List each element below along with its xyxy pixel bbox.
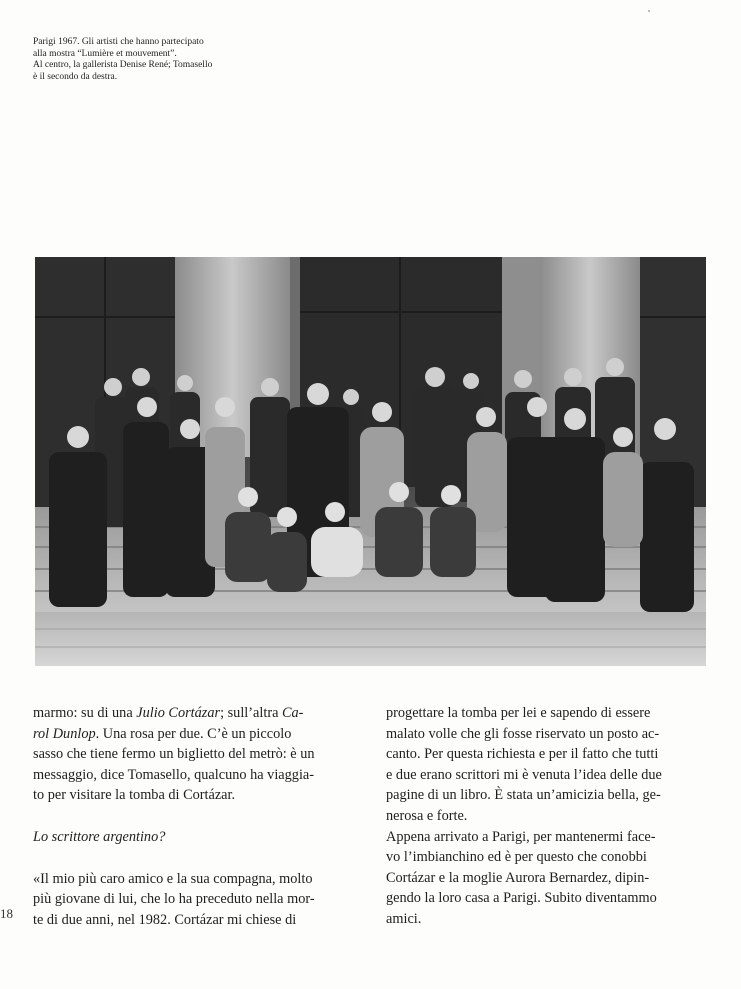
group-photograph-image [35,257,706,666]
text-line: «Il mio più caro amico e la sua compagna, molto [33,870,313,887]
italic-name: Ca- [282,705,304,721]
italic-name: Julio Cortázar [136,705,221,721]
text-line: gendo la loro casa a Parigi. Subito diventammo [386,890,657,907]
text-line: messaggio, dice Tomasello, qualcuno ha viaggia- [33,766,315,783]
text-line: to per visitare la tomba di Cortázar. [33,787,236,804]
text-line: Cortázar e la moglie Aurora Bernardez, dipin- [386,869,650,886]
italic-name: rol Dunlop [33,725,96,742]
text-line: più giovane di lui, che lo ha preceduto nella mor- [33,891,315,908]
text-line [33,703,357,724]
text-line: amici. [386,910,422,927]
text-line: vo l’imbianchino ed è per questo che conobbi [386,849,647,866]
caption-line: è il secondo da destra. [33,71,118,82]
text-line: progettare la tomba per lei e sapendo di essere [386,705,651,721]
text-line: e due erano scrittori mi è venuta l’idea delle due [386,766,662,783]
text-run: . Una rosa per due. C’è un piccolo [95,725,292,742]
speck [648,10,650,12]
paragraph [33,869,357,931]
text-run: ; sull’altra [220,705,282,721]
left-text-column [33,703,357,930]
text-line: nerosa e forte. [386,807,468,824]
page-number: 18 [0,906,13,921]
caption-line: Parigi 1967. Gli artisti che hanno partecipato [33,37,204,47]
spacer [33,848,357,869]
spacer [33,806,357,827]
text-line: Appena arrivato a Parigi, per mantenermi face- [386,828,656,845]
photo-caption [33,37,273,83]
paragraph [33,703,357,806]
text-line: te di due anni, nel 1982. Cortázar mi chiese di [33,911,297,928]
text-line: canto. Per questa richiesta e per il fatto che tutti [386,746,659,763]
paragraph [386,703,710,930]
text-line [33,724,357,745]
text-line: malato volle che gli fosse riservato un posto ac- [386,725,660,742]
right-text-column [386,703,710,930]
text-run: marmo: su di una [33,705,137,721]
interview-question: Lo scrittore argentino? [33,828,166,845]
text-line: sasso che tiene fermo un biglietto del metrò: è un [33,746,315,763]
caption-line: Al centro, la gallerista Denise René; Tomasello [33,60,213,71]
text-line: pagine di un libro. È stata un’amicizia bella, ge- [386,787,661,804]
group-photograph [35,257,706,666]
caption-line: alla mostra “Lumière et mouvement”. [33,48,177,59]
